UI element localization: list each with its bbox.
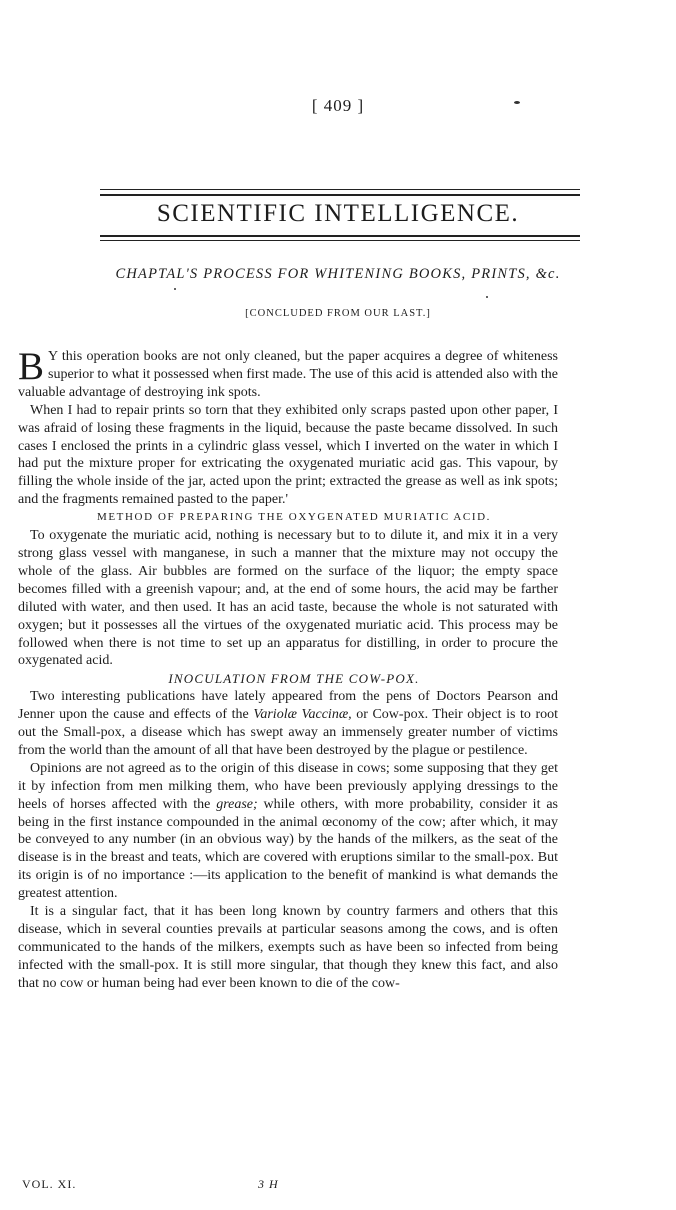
concluded-note: [CONCLUDED FROM OUR LAST.] <box>245 308 431 319</box>
bottom-rule-1 <box>100 235 580 237</box>
paragraph-5-italic: grease; <box>216 796 258 812</box>
article-title: CHAPTAL'S PROCESS FOR WHITENING BOOKS, PRINTS, &c. <box>115 266 561 282</box>
paragraph-4-text-a: Two interesting publications have lately appeared from the pens of Doctors Pearson and Jenner upon the cause and effects of the <box>18 689 558 723</box>
paragraph-6: It is a singular fact, that it has been long known by country farmers and others that this disease, which in several counties prevails at particular seasons among the cows, and is often communicated to the hands of the milkers, exempts such as have been so infected from being infected with the small-pox. It is still more singular, that though they knew this fact, and also that no cow or human being had ever been known to die of the cow- <box>18 904 558 991</box>
paragraph-4 <box>18 688 558 760</box>
bottom-rule-2 <box>100 240 580 241</box>
paragraph-5-text-b: while others, with more probability, consider it as being in the first instance compounded in the animal œconomy of the cow; after which, it may be conveyed to any number (in an obvious way) by the hands of the milkers, as the seat of the disease is in the breast and teats, which are covered with eruptions similar to the small-pox. But its origin is of no importance :—its application to the benefit of mankind is what demands the greatest attention. <box>18 796 558 902</box>
subheading-inoculation: INOCULATION FROM THE COW-POX. <box>168 671 420 687</box>
signature-mark: 3 H <box>258 1177 279 1191</box>
volume-label: VOL. XI. <box>22 1177 77 1191</box>
subheading-oxygenated-acid: METHOD OF PREPARING THE OXYGENATED MURIATIC ACID. <box>96 511 492 524</box>
paragraph-4-text-b: or Cow-pox. Their object is to root out the Small-pox, a disease which has swept away an immensely greater number of victims from the world than the amount of all that have been destroyed by the plague or pestilence. <box>18 707 558 758</box>
page-number: [ 409 ] <box>311 96 365 115</box>
article-body <box>18 345 558 993</box>
top-rule-1 <box>100 189 580 190</box>
drop-cap: B <box>18 345 45 388</box>
paragraph-1 <box>18 345 558 402</box>
print-speck <box>174 288 176 290</box>
section-title: SCIENTIFIC INTELLIGENCE. <box>156 200 520 227</box>
print-speck <box>514 101 520 104</box>
paragraph-4-italic: Variolæ Vaccinæ, <box>253 707 352 723</box>
paragraph-1-text: Y this operation books are not only cleaned, but the paper acquires a degree of whiteness superior to what it possessed when first made. The use of this acid is attended also with the valuable advantage of destroying ink spots. <box>18 349 558 400</box>
top-rule-2 <box>100 194 580 196</box>
paragraph-5-text-a: Opinions are not agreed as to the origin of this disease in cows; some supposing that they get it by infection from men milking them, who have been previously applying dressings to the heels of horses affected with the <box>18 760 558 812</box>
paragraph-3: To oxygenate the muriatic acid, nothing is necessary but to to dilute it, and mix it in a very strong glass vessel with manganese, in such a manner that the mixture may not occupy the whole of the glass. Air bubbles are formed on the surface of the liquor; the empty space becomes filled with a greenish vapour; and, at the end of some hours, the acid may be farther diluted with water, and then used. It has an acid taste, because the whole is not saturated with oxygen; but it possesses all the virtues of the oxygenated muriatic acid. This process may be followed when there is not time to set up an apparatus for distilling, in order to procure the oxygenated acid. <box>18 528 558 669</box>
paragraph-5 <box>18 760 558 903</box>
print-speck <box>486 296 488 298</box>
paragraph-2: When I had to repair prints so torn that they exhibited only scraps pasted upon other paper, I was afraid of losing these fragments in the liquid, because the paste became dissolved. In such cases I enclosed the prints in a cylindric glass vessel, which I inverted on the water in which I had put the mixture proper for extricating the oxygenated muriatic acid gas. This vapour, by filling the whole inside of the jar, acted upon the print; extracted the grease as well as ink spots; and the fragments remained pasted to the paper.' <box>18 402 558 508</box>
